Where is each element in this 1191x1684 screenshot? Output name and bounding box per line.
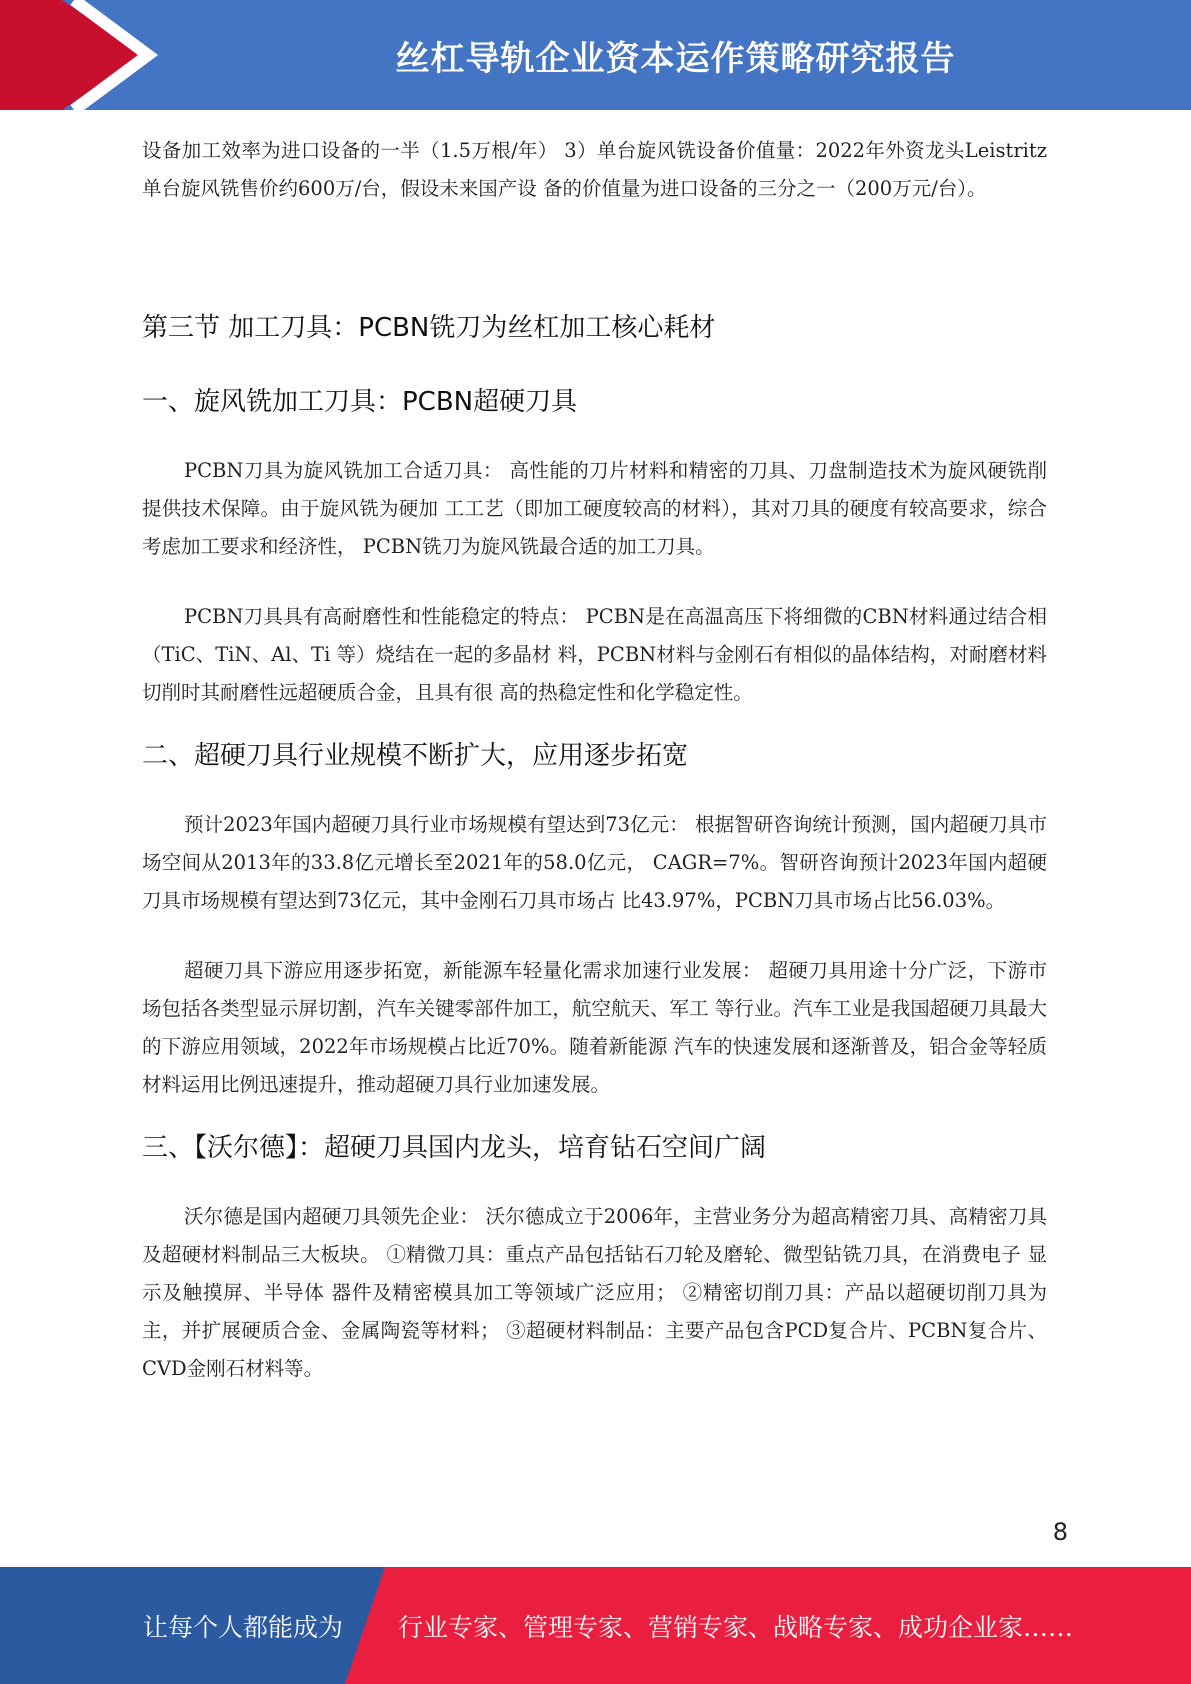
- heading-3: 三、【沃尔德】：超硬刀具国内龙头，培育钻石空间广阔: [142, 1133, 767, 1163]
- paragraph-5: 沃尔德是国内超硬刀具领先企业： 沃尔德成立于2006年，主营业务分为超高精密刀具、高精密刀具及超硬材料制品三大板块。 ①精微刀具：重点产品包括钻石刀轮及磨轮、微型钻铣刀具，在消费电子 显示及触摸屏、半导体 器件及精密模具加工等领域广泛应用； ②精密切削刀具：产品以超硬切削刀具为主，并扩展硬质合金、金属陶瓷等材料； ③超硬材料制品：主要产品包含PCD复合片、PCBN复合片、CVD金刚石材料等。: [142, 1205, 1047, 1380]
- paragraph-4: 超硬刀具下游应用逐步拓宽，新能源车轻量化需求加速行业发展： 超硬刀具用途十分广泛，下游市场包括各类型显示屏切割，汽车关键零部件加工，航空航天、军工 等行业。汽车工业是我国超硬刀具最大的下游应用领域，2022年市场规模占比近70%。随着新能源 汽车的快速发展和逐渐普及，铝合金等轻质材料运用比例迅速提升，推动超硬刀具行业加速发展。: [142, 959, 1047, 1096]
- heading-1: 一、旋风铣加工刀具：PCBN超硬刀具: [142, 387, 578, 417]
- page-content: [142, 132, 1047, 1388]
- footer-banner: [0, 1567, 1191, 1684]
- page-number: 8: [1052, 1518, 1068, 1546]
- paragraph-2: PCBN刀具具有高耐磨性和性能稳定的特点： PCBN是在高温高压下将细微的CBN材料通过结合相（TiC、TiN、Al、Ti 等）烧结在一起的多晶材 料，PCBN材料与金刚石有相似的晶体结构，对耐磨材料切削时其耐磨性远超硬质合金，且具有很 高的热稳定性和化学稳定性。: [142, 605, 1047, 704]
- header-banner: [0, 0, 1191, 110]
- intro-paragraph: 设备加工效率为进口设备的一半（1.5万根/年） 3）单台旋风铣设备价值量：2022年外资龙头Leistritz单台旋风铣售价约600万/台，假设未来国产设 备的价值量为进口设备的三分之一（200万元/台）。: [142, 139, 1047, 200]
- footer-slogan-left: 让每个人都能成为: [143, 1612, 344, 1642]
- paragraph-3: 预计2023年国内超硬刀具行业市场规模有望达到73亿元： 根据智研咨询统计预测，国内超硬刀具市场空间从2013年的33.8亿元增长至2021年的58.0亿元， CAGR=7%。智研咨询预计2023年国内超硬刀具市场规模有望达到73亿元，其中金刚石刀具市场占 比43.97%，PCBN刀具市场占比56.03%。: [142, 813, 1047, 912]
- paragraph-1: PCBN刀具为旋风铣加工合适刀具： 高性能的刀片材料和精密的刀具、刀盘制造技术为旋风硬铣削提供技术保障。由于旋风铣为硬加 工工艺（即加工硬度较高的材料），其对刀具的硬度有较高要求，综合考虑加工要求和经济性， PCBN铣刀为旋风铣最合适的加工刀具。: [142, 459, 1047, 558]
- report-title: 丝杠导轨企业资本运作策略研究报告: [395, 38, 956, 79]
- footer-slogan-right: 行业专家、管理专家、营销专家、战略专家、成功企业家……: [398, 1612, 1074, 1642]
- heading-2: 二、超硬刀具行业规模不断扩大，应用逐步拓宽: [142, 741, 689, 771]
- section-title: 第三节 加工刀具：PCBN铣刀为丝杠加工核心耗材: [142, 313, 716, 343]
